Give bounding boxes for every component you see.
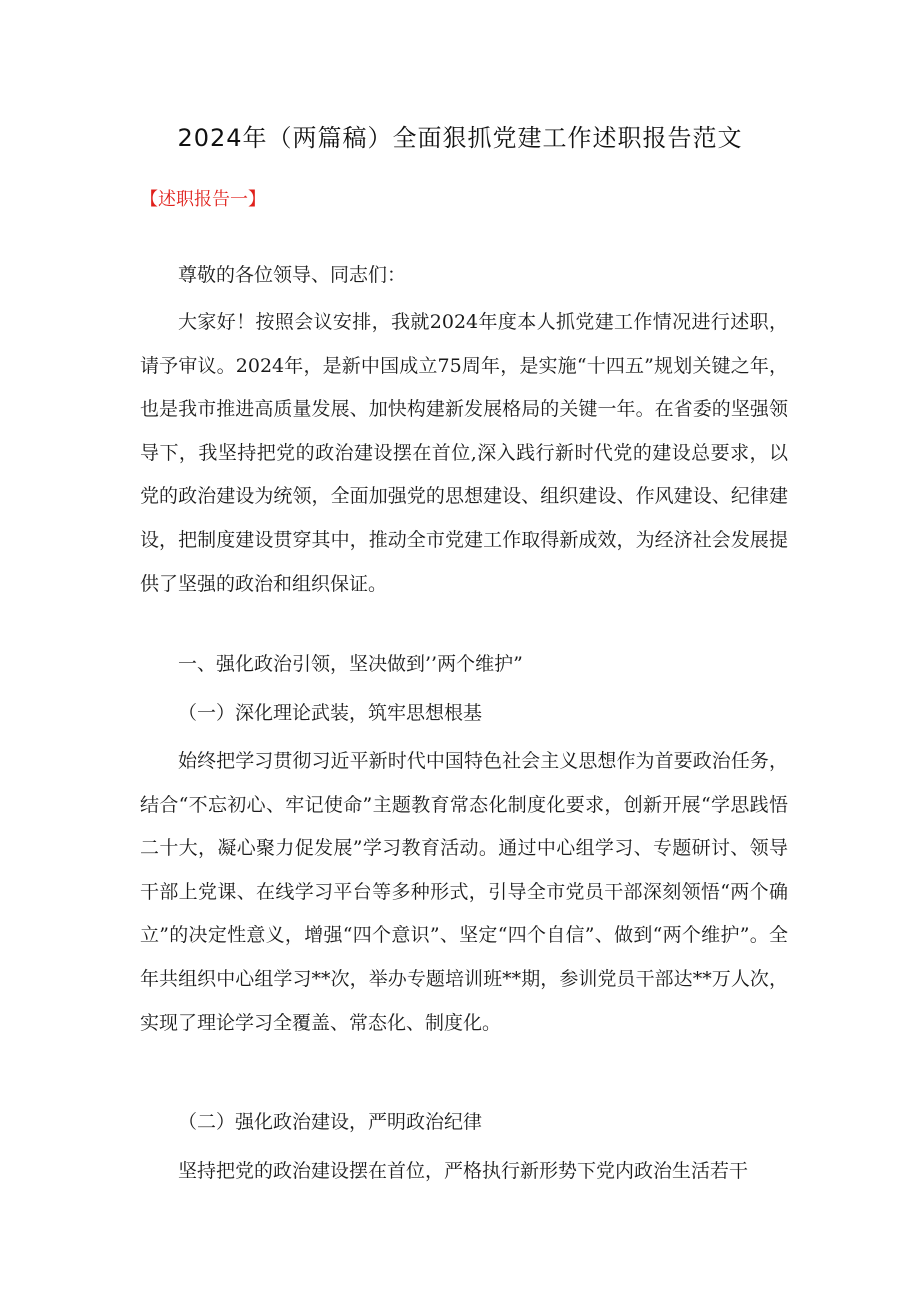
paragraph-3: 坚持把党的政治建设摆在首位，严格执行新形势下党内政治生活若干 xyxy=(178,1160,749,1182)
paragraph-1-block xyxy=(140,301,788,606)
document-title: 2024年（两篇稿）全面狠抓党建工作述职报告范文 xyxy=(177,124,743,152)
paragraph-1: 大家好！按照会议安排，我就2024年度本人抓党建工作情况进行述职，请予审议。2024年，是新中国成立75周年，是实施“十四五”规划关键之年，也是我市推进高质量发展、加快构建新发展格局的关键一年。在省委的坚强领导下，我坚持把党的政治建设摆在首位,深入践行新时代党的建设总要求，以党的政治建设为统领，全面加强党的思想建设、组织建设、作风建设、纪律建设，把制度建设贯穿其中，推动全市党建工作取得新成效，为经济社会发展提供了坚强的政治和组织保证。 xyxy=(140,311,788,595)
paragraph-2: 始终把学习贯彻习近平新时代中国特色社会主义思想作为首要政治任务，结合“不忘初心、牢记使命”主题教育常态化制度化要求，创新开展“学思践悟二十大，凝心聚力促发展”学习教育活动。通过中心组学习、专题研讨、领导干部上党课、在线学习平台等多种形式，引导全市党员干部深刻领悟“两个确立”的决定性意义，增强“四个意识”、坚定“四个自信”、做到“两个维护”。全年共组织中心组学习**次，举办专题培训班**期，参训党员干部达**万人次，实现了理论学习全覆盖、常态化、制度化。 xyxy=(140,750,788,1034)
paragraph-3-block xyxy=(140,1150,788,1194)
heading-1-1: （一）深化理论武装，筑牢思想根基 xyxy=(178,702,483,724)
salutation-block xyxy=(140,254,788,298)
heading-1-block xyxy=(140,643,788,687)
heading-1-2: （二）强化政治建设，严明政治纪律 xyxy=(178,1111,483,1133)
salutation: 尊敬的各位领导、同志们： xyxy=(178,264,407,286)
paragraph-2-block xyxy=(140,740,788,1045)
heading-1: 一、强化政治引领，坚决做到’’两个维护” xyxy=(178,653,523,675)
heading-1-1-block xyxy=(140,692,788,736)
section-label: 【述职报告一】 xyxy=(140,189,266,210)
heading-1-2-block xyxy=(140,1101,788,1145)
